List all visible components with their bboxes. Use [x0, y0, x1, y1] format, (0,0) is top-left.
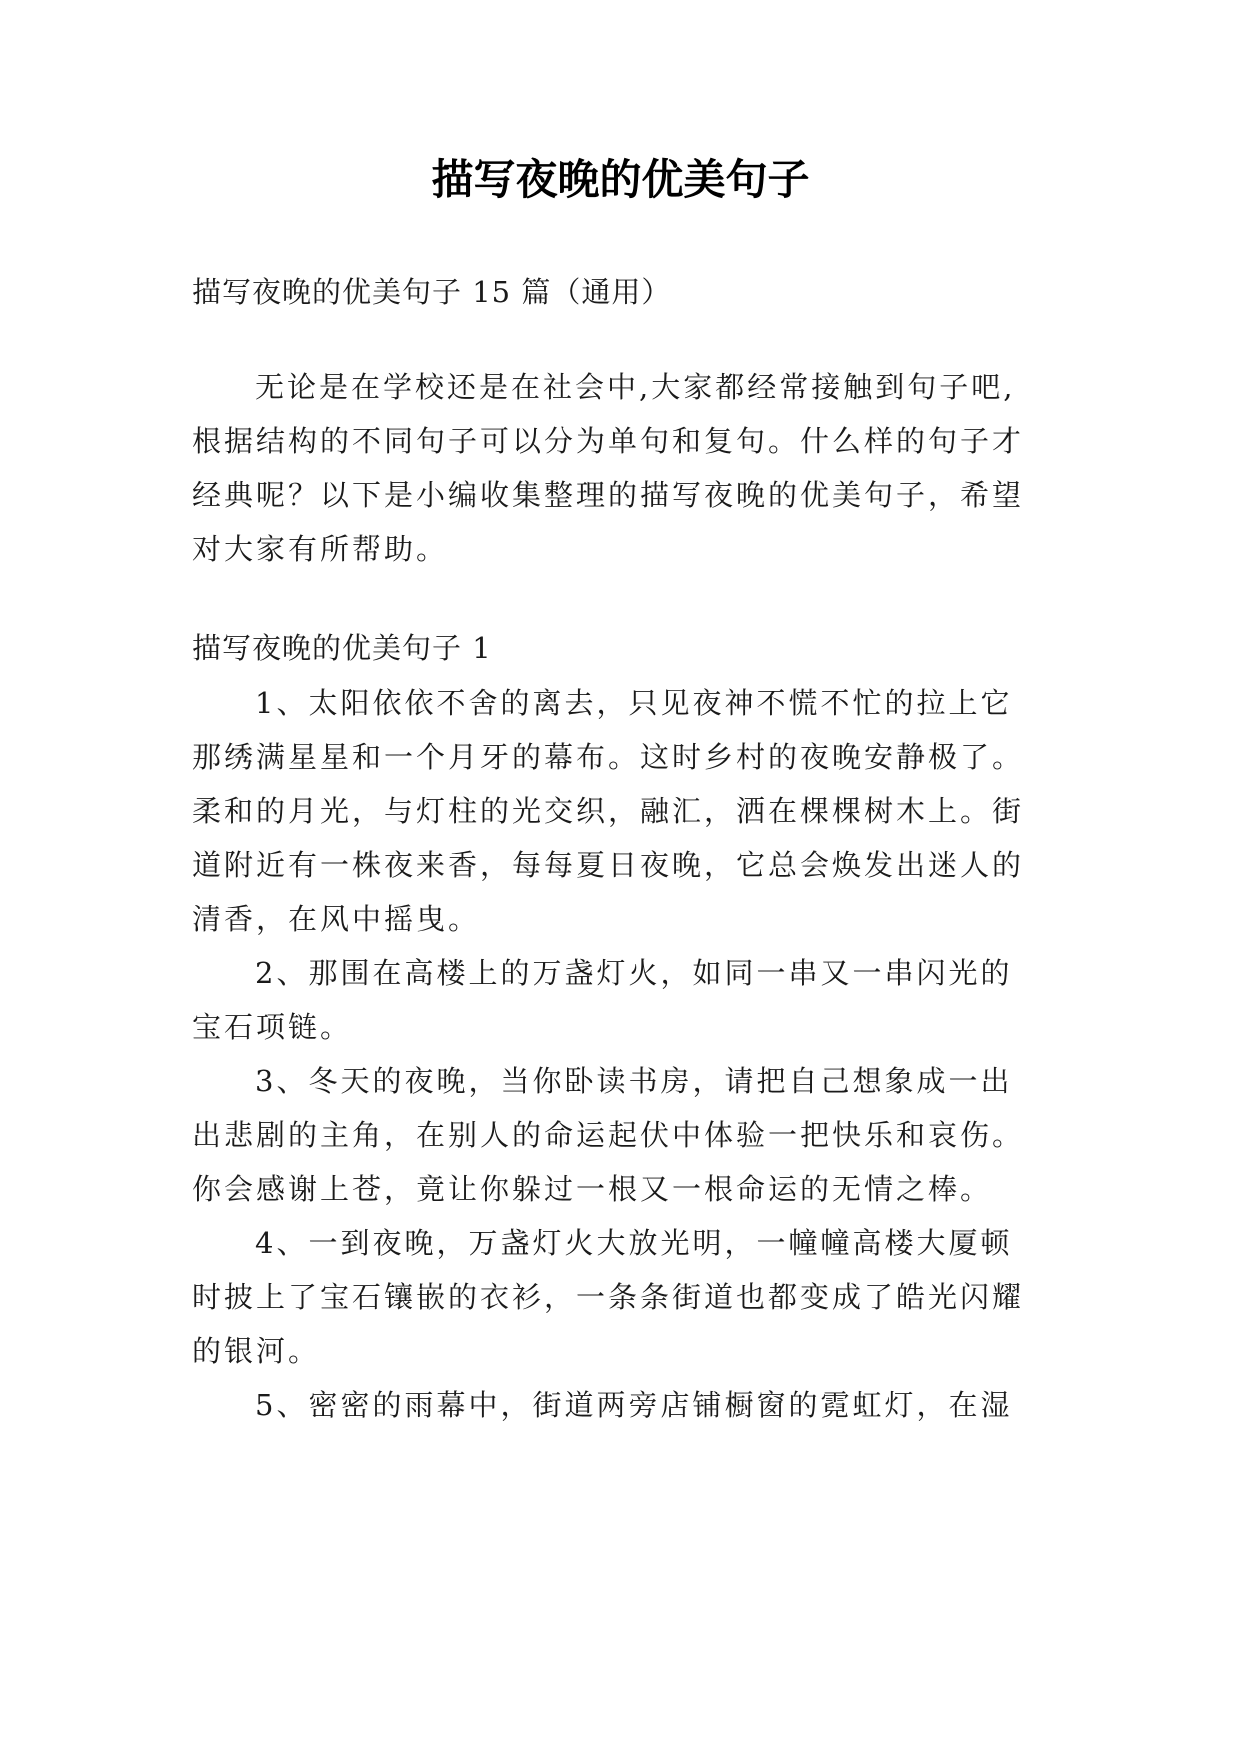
section-heading: 描写夜晚的优美句子 1	[192, 631, 492, 665]
intro-line: 对大家有所帮助。	[192, 532, 449, 566]
body-line: 柔和的月光，与灯柱的光交织，融汇，洒在棵棵树木上。街	[192, 794, 1025, 828]
body-line: 出悲剧的主角，在别人的命运起伏中体验一把快乐和哀伤。	[192, 1118, 1025, 1152]
body-line: 1、太阳依依不舍的离去，只见夜神不慌不忙的拉上它	[255, 686, 1013, 720]
body-line: 的银河。	[192, 1334, 321, 1368]
body-line: 那绣满星星和一个月牙的幕布。这时乡村的夜晚安静极了。	[192, 740, 1025, 774]
body-line: 清香，在风中摇曳。	[192, 902, 481, 936]
body-line: 3、冬天的夜晚，当你卧读书房，请把自己想象成一出	[255, 1064, 1013, 1098]
body-line: 道附近有一株夜来香，每每夏日夜晚，它总会焕发出迷人的	[192, 848, 1025, 882]
document-title: 描写夜晚的优美句子	[431, 155, 810, 204]
body-line: 宝石项链。	[192, 1010, 353, 1044]
body-line: 你会感谢上苍，竟让你躲过一根又一根命运的无情之棒。	[192, 1172, 993, 1206]
body-line: 5、密密的雨幕中，街道两旁店铺橱窗的霓虹灯，在湿	[255, 1388, 1013, 1422]
body-line: 4、一到夜晚，万盏灯火大放光明，一幢幢高楼大厦顿	[255, 1226, 1013, 1260]
intro-line: 根据结构的不同句子可以分为单句和复句。什么样的句子才	[192, 424, 1025, 458]
body-line: 2、那围在高楼上的万盏灯火，如同一串又一串闪光的	[255, 956, 1013, 990]
document-subtitle: 描写夜晚的优美句子 15 篇（通用）	[192, 275, 672, 309]
body-line: 时披上了宝石镶嵌的衣衫，一条条街道也都变成了皓光闪耀	[192, 1280, 1025, 1314]
intro-line: 无论是在学校还是在社会中,大家都经常接触到句子吧,	[255, 370, 1016, 404]
intro-line: 经典呢？以下是小编收集整理的描写夜晚的优美句子，希望	[192, 478, 1025, 512]
